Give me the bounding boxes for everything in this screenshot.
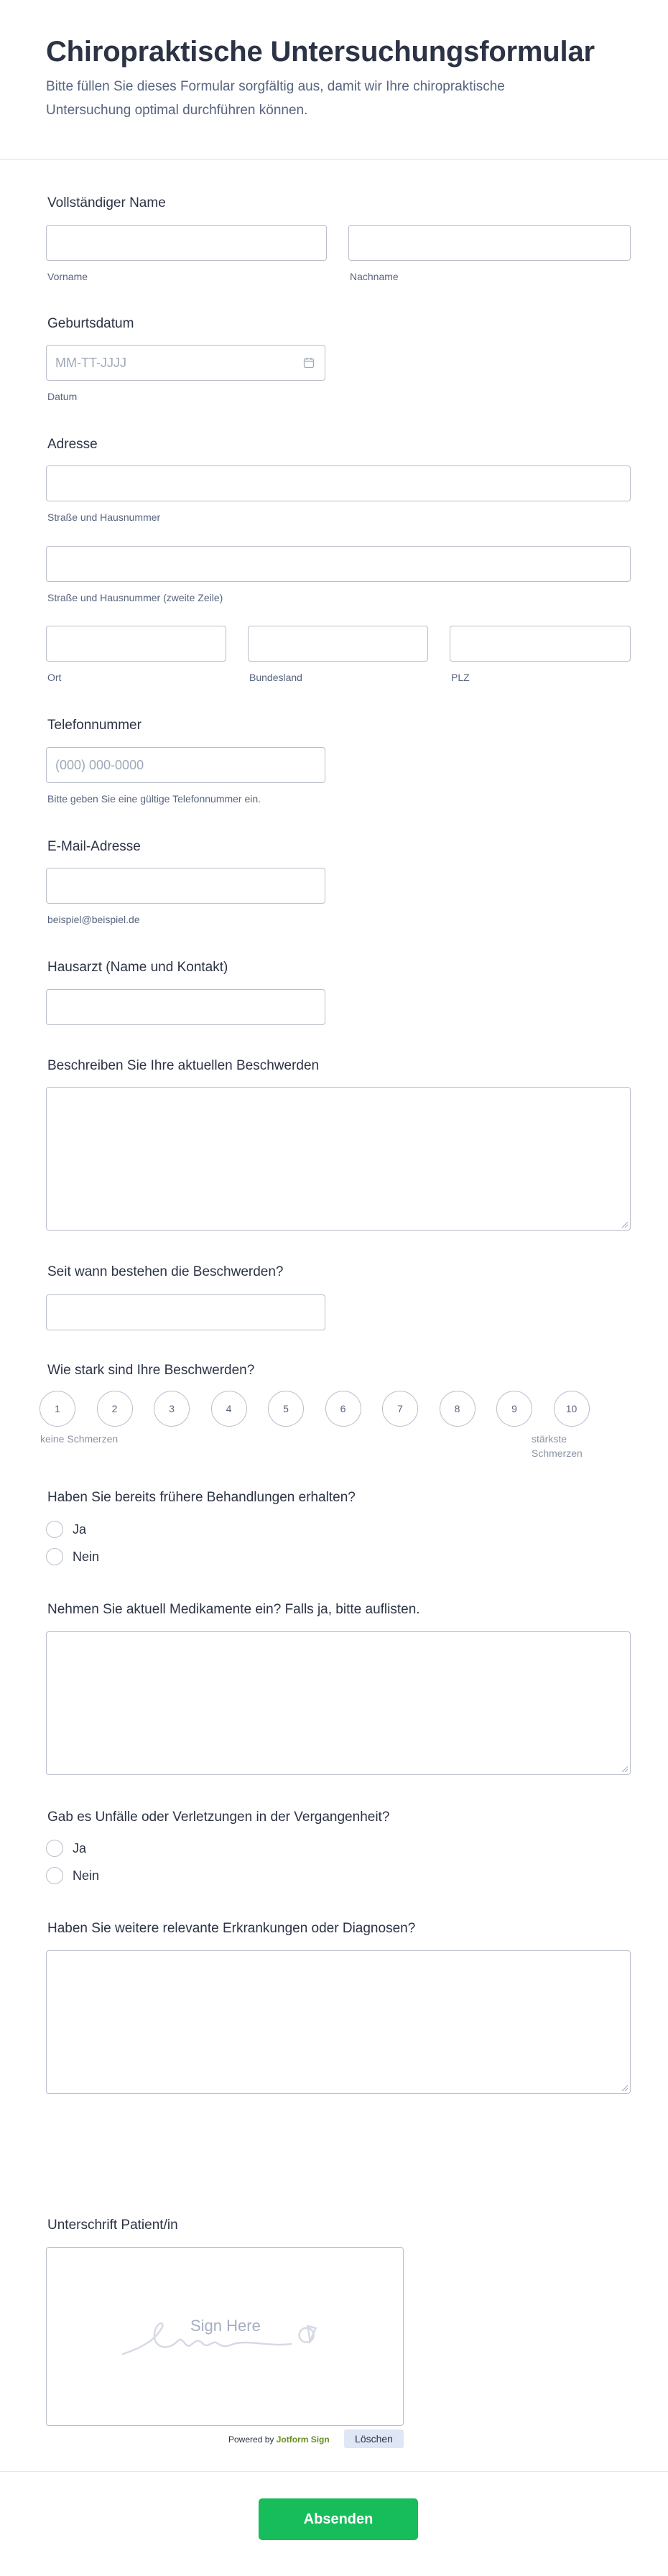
address-label: Adresse: [47, 437, 98, 452]
doctor-input[interactable]: [46, 989, 325, 1025]
severity-option-4[interactable]: 4: [211, 1391, 247, 1427]
submit-button[interactable]: Absenden: [259, 2498, 418, 2540]
footer-divider: [0, 2471, 668, 2472]
phone-sublabel: Bitte geben Sie eine gültige Telefonnummer ein.: [47, 793, 261, 805]
signature-label: Unterschrift Patient/in: [47, 2218, 178, 2233]
name-label: Vollständiger Name: [47, 195, 166, 210]
signature-pad[interactable]: [46, 2247, 404, 2426]
signature-scribble-icon: [119, 2320, 334, 2363]
severity-option-3[interactable]: 3: [154, 1391, 190, 1427]
severity-high-label-1: stärkste: [532, 1433, 567, 1445]
birthdate-input[interactable]: [46, 345, 325, 381]
doctor-label: Hausarzt (Name und Kontakt): [47, 960, 228, 975]
medications-label: Nehmen Sie aktuell Medikamente ein? Falls ja, bitte auflisten.: [47, 1602, 420, 1617]
prior-label: Haben Sie bereits frühere Behandlungen erhalten?: [47, 1490, 356, 1505]
zip-input[interactable]: [450, 626, 631, 662]
resize-handle-icon[interactable]: [622, 1766, 628, 1772]
email-label: E-Mail-Adresse: [47, 839, 141, 854]
accidents-no-label[interactable]: Nein: [73, 1868, 100, 1883]
form-title: Chiropraktische Untersuchungsformular: [46, 36, 595, 68]
state-sublabel: Bundesland: [249, 672, 302, 683]
zip-sublabel: PLZ: [451, 672, 470, 683]
birthdate-label: Geburtsdatum: [47, 316, 134, 331]
severity-option-9[interactable]: 9: [496, 1391, 532, 1427]
severity-high-label-2: Schmerzen: [532, 1447, 583, 1459]
state-input[interactable]: [248, 626, 428, 662]
since-input[interactable]: [46, 1294, 325, 1330]
email-input[interactable]: [46, 868, 325, 904]
accidents-yes-label[interactable]: Ja: [73, 1841, 87, 1855]
prior-no-radio[interactable]: [46, 1548, 63, 1565]
phone-input[interactable]: [46, 747, 325, 783]
street2-sublabel: Straße und Hausnummer (zweite Zeile): [47, 592, 223, 603]
street2-input[interactable]: [46, 546, 631, 582]
phone-placeholder: (000) 000-0000: [55, 758, 144, 772]
first-name-sublabel: Vorname: [47, 271, 88, 282]
severity-option-5[interactable]: 5: [268, 1391, 304, 1427]
prior-yes-label[interactable]: Ja: [73, 1522, 87, 1537]
email-sublabel: beispiel@beispiel.de: [47, 914, 140, 925]
birthdate-placeholder: MM-TT-JJJJ: [55, 356, 126, 370]
powered-prefix: Powered by: [228, 2434, 277, 2445]
since-label: Seit wann bestehen die Beschwerden?: [47, 1264, 284, 1279]
severity-label: Wie stark sind Ihre Beschwerden?: [47, 1363, 255, 1378]
severity-option-7[interactable]: 7: [382, 1391, 418, 1427]
accidents-no-radio[interactable]: [46, 1867, 63, 1884]
form-header: [0, 0, 668, 159]
medications-textarea[interactable]: [46, 1631, 631, 1775]
severity-option-2[interactable]: 2: [97, 1391, 133, 1427]
severity-low-label: keine Schmerzen: [40, 1433, 119, 1445]
signature-hint: Sign Here: [190, 2317, 261, 2335]
birthdate-sublabel: Datum: [47, 391, 78, 402]
severity-option-10[interactable]: 10: [554, 1391, 590, 1427]
street1-input[interactable]: [46, 465, 631, 501]
city-input[interactable]: [46, 626, 226, 662]
prior-no-label[interactable]: Nein: [73, 1549, 100, 1564]
complaints-textarea[interactable]: [46, 1087, 631, 1231]
jotform-sign-link[interactable]: Jotform Sign: [276, 2434, 330, 2445]
diagnoses-textarea[interactable]: [46, 1950, 631, 2094]
diagnoses-label: Haben Sie weitere relevante Erkrankungen oder Diagnosen?: [47, 1921, 416, 1936]
severity-option-8[interactable]: 8: [440, 1391, 476, 1427]
severity-option-1[interactable]: 1: [40, 1391, 75, 1427]
powered-by-text: [228, 2434, 330, 2445]
street1-sublabel: Straße und Hausnummer: [47, 511, 161, 523]
calendar-icon[interactable]: [303, 357, 315, 369]
resize-handle-icon[interactable]: [622, 1222, 628, 1228]
accidents-label: Gab es Unfälle oder Verletzungen in der Vergangenheit?: [47, 1810, 390, 1825]
clear-signature-button[interactable]: Löschen: [344, 2429, 404, 2448]
first-name-input[interactable]: [46, 225, 327, 261]
severity-option-6[interactable]: 6: [325, 1391, 361, 1427]
complaints-label: Beschreiben Sie Ihre aktuellen Beschwerden: [47, 1058, 320, 1073]
city-sublabel: Ort: [47, 672, 62, 683]
phone-label: Telefonnummer: [47, 718, 142, 733]
last-name-sublabel: Nachname: [350, 271, 399, 282]
prior-yes-radio[interactable]: [46, 1521, 63, 1538]
last-name-input[interactable]: [348, 225, 631, 261]
form-subtitle: Bitte füllen Sie dieses Formular sorgfältig aus, damit wir Ihre chiropraktische Untersuchung optimal durchführen können.: [46, 79, 505, 118]
resize-handle-icon[interactable]: [622, 2085, 628, 2091]
accidents-yes-radio[interactable]: [46, 1840, 63, 1857]
